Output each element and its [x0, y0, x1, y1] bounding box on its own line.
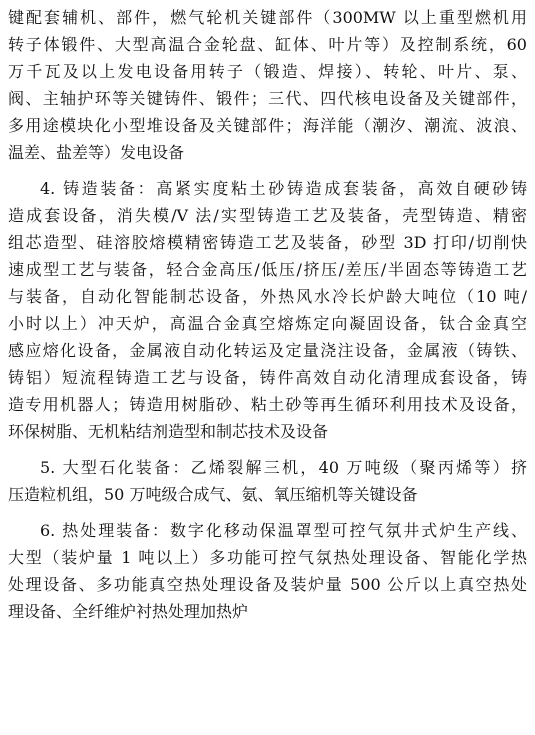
- text-line: 理设备、全纤维炉衬热处理加热炉: [8, 602, 249, 621]
- text-line: 阀、主轴护环等关键铸件、锻件；三代、四代核电设备及关键部件，: [8, 89, 527, 108]
- text-line: 大型（装炉量 1 吨以上）多功能可控气氛热处理设备、智能化学热: [8, 548, 527, 567]
- text-line: 环保树脂、无机粘结剂造型和制芯技术及设备: [8, 422, 329, 441]
- text-line: 速成型工艺与装备，轻合金高压/低压/挤压/差压/半固态等铸造工艺: [8, 260, 527, 279]
- text-line: 铸铝）短流程铸造工艺与设备，铸件高效自动化清理成套设备，铸: [8, 368, 527, 387]
- text-line: 组芯造型、硅溶胶熔模精密铸造工艺及装备，砂型 3D 打印/切削快: [8, 233, 527, 252]
- text-line: 处理设备、多功能真空热处理设备及装炉量 500 公斤以上真空热处: [8, 575, 527, 594]
- text-line: 与装备，自动化智能制芯设备，外热风水冷长炉龄大吨位（10 吨/: [8, 287, 527, 306]
- paragraph-petrochemical-equipment: [8, 454, 527, 508]
- text-line: 造成套设备，消失模/V 法/实型铸造工艺及装备，壳型铸造、精密: [8, 206, 527, 225]
- text-line: 5. 大型石化装备：乙烯裂解三机，40 万吨级（聚丙烯等）挤: [40, 458, 527, 477]
- text-line: 转子体锻件、大型高温合金轮盘、缸体、叶片等）及控制系统，60: [8, 35, 527, 54]
- text-line: 造专用机器人；铸造用树脂砂、粘土砂等再生循环利用技术及设备，: [8, 395, 527, 414]
- paragraph-heat-treatment-equipment: [8, 517, 527, 625]
- text-line: 感应熔化设备，金属液自动化转运及定量浇注设备，金属液（铸铁、: [8, 341, 527, 360]
- text-line: 万千瓦及以上发电设备用转子（锻造、焊接）、转轮、叶片、泵、: [8, 62, 527, 81]
- text-line: 6. 热处理装备：数字化移动保温罩型可控气氛井式炉生产线、: [40, 521, 527, 540]
- text-line: 4. 铸造装备：高紧实度粘土砂铸造成套装备，高效自硬砂铸: [40, 179, 527, 198]
- paragraph-power-equipment-continued: [8, 4, 527, 166]
- text-line: 键配套辅机、部件，燃气轮机关键部件（300MW 以上重型燃机用: [8, 8, 527, 27]
- text-line: 多用途模块化小型堆设备及关键部件；海洋能（潮汐、潮流、波浪、: [8, 116, 527, 135]
- text-line: 温差、盐差等）发电设备: [8, 143, 185, 162]
- text-line: 小时以上）冲天炉，高温合金真空熔炼定向凝固设备，钛合金真空: [8, 314, 527, 333]
- text-line: 压造粒机组，50 万吨级合成气、氨、氧压缩机等关键设备: [8, 485, 418, 504]
- paragraph-casting-equipment: [8, 175, 527, 445]
